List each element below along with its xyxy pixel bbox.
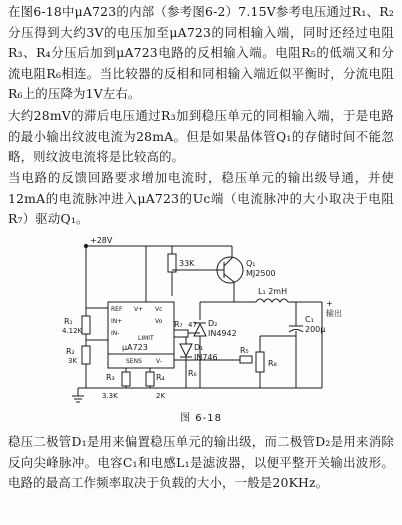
label-pin-inv: IN- <box>111 330 120 337</box>
label-r3: R₃ <box>106 373 115 382</box>
label-r8: R₈ <box>268 359 277 368</box>
resistor-r1 <box>82 316 90 334</box>
resistor-r3 <box>122 372 130 386</box>
figure-caption: 图 6-18 <box>180 413 222 424</box>
label-d1-part: IN746 <box>194 353 218 362</box>
label-inductor: L₁ 2mH <box>258 287 288 296</box>
inductor-l1 <box>256 299 288 302</box>
label-r3-value: 3.3K <box>102 392 118 400</box>
label-r1: R₁ <box>64 317 73 326</box>
label-q1: Q₁ <box>246 259 256 268</box>
label-output: 输出 <box>326 309 342 318</box>
label-q1-part: MJ2500 <box>246 269 276 278</box>
label-r7: R₇ <box>174 320 183 329</box>
label-c1-value: 200μ <box>305 325 326 334</box>
circuit-diagram <box>60 236 360 414</box>
label-d2: D₂ <box>208 319 218 328</box>
label-pin-vout: Vo <box>155 318 163 325</box>
circuit-figure <box>60 236 360 414</box>
resistor-r4 <box>146 372 154 386</box>
label-r-top: 33K <box>179 259 195 268</box>
label-d2-part: IN4942 <box>208 329 237 338</box>
label-r5: R₅ <box>240 346 249 355</box>
label-pin-ref: REF <box>111 306 123 313</box>
label-r4-value: 2K <box>156 392 166 400</box>
label-ic: μA723 <box>122 343 148 352</box>
label-pin-vminus: V- <box>156 358 162 365</box>
resistor-33k <box>168 254 176 272</box>
paragraph-hysteresis: 大约28mV的滞后电压通过R₃加到稳压单元的同相输入端，于是电路的最小输出纹波电流为28mA。但是如果晶体管Q₁的存储时间不能忽略，则纹波电流将是比较高的。 <box>8 108 394 165</box>
resistor-r2 <box>82 346 90 364</box>
label-pin-sense: SENS <box>126 358 142 365</box>
label-r1-value: 4.12K <box>62 327 83 335</box>
resistor-r5 <box>240 356 252 363</box>
label-r6: R₆ <box>188 369 197 378</box>
label-supply: +28V <box>90 236 113 245</box>
label-pin-vplus: V+ <box>134 306 144 313</box>
label-pin-vc: Vc <box>155 306 163 313</box>
label-r2-value: 3K <box>68 357 78 365</box>
resistor-r8 <box>256 352 264 372</box>
label-pin-noninv: IN+ <box>111 318 123 325</box>
paragraph-diodes-filter: 稳压二极管D₁是用来偏置稳压单元的输出级，而二极管D₂是用来消除反向尖峰脉冲。电容C₁和电感L₁是滤波器，以便平整开关输出波形。电路的最高工作频率取决于负载的大小，一般是20KHz。 <box>8 434 394 491</box>
label-d1: D₁ <box>194 343 204 352</box>
label-r7-value: 47 <box>188 321 197 329</box>
label-r4: R₄ <box>156 373 165 382</box>
label-c1: C₁ <box>305 315 314 324</box>
paragraph-feedback: 当电路的反馈回路要求增加电流时，稳压单元的输出级导通，并使12mA的电流脉冲进入μA723的Uc端（电流脉冲的大小取决于电阻R₇）驱动Q₁。 <box>8 170 394 227</box>
resistor-r7 <box>174 330 188 337</box>
label-r2: R₂ <box>66 347 75 356</box>
paragraph-reference-voltage: 在图6-18中μA723的内部（参考图6-2）7.15V参考电压通过R₁、R₂分压得到大约3V的电压加至μA723的同相输入端，同时还经过电阻R₃、R₄分压后加到μA723电路的反相输入端。电阻R₅的低端又和分流电阻R₆相连。当比较器的反相和同相输入端近似平衡时，分流电阻R₆上的压降为1V左右。 <box>8 4 394 102</box>
diode-d1 <box>180 344 192 356</box>
label-output-polarity: + <box>326 299 333 308</box>
label-pin-limit: LIMIT <box>138 335 154 342</box>
